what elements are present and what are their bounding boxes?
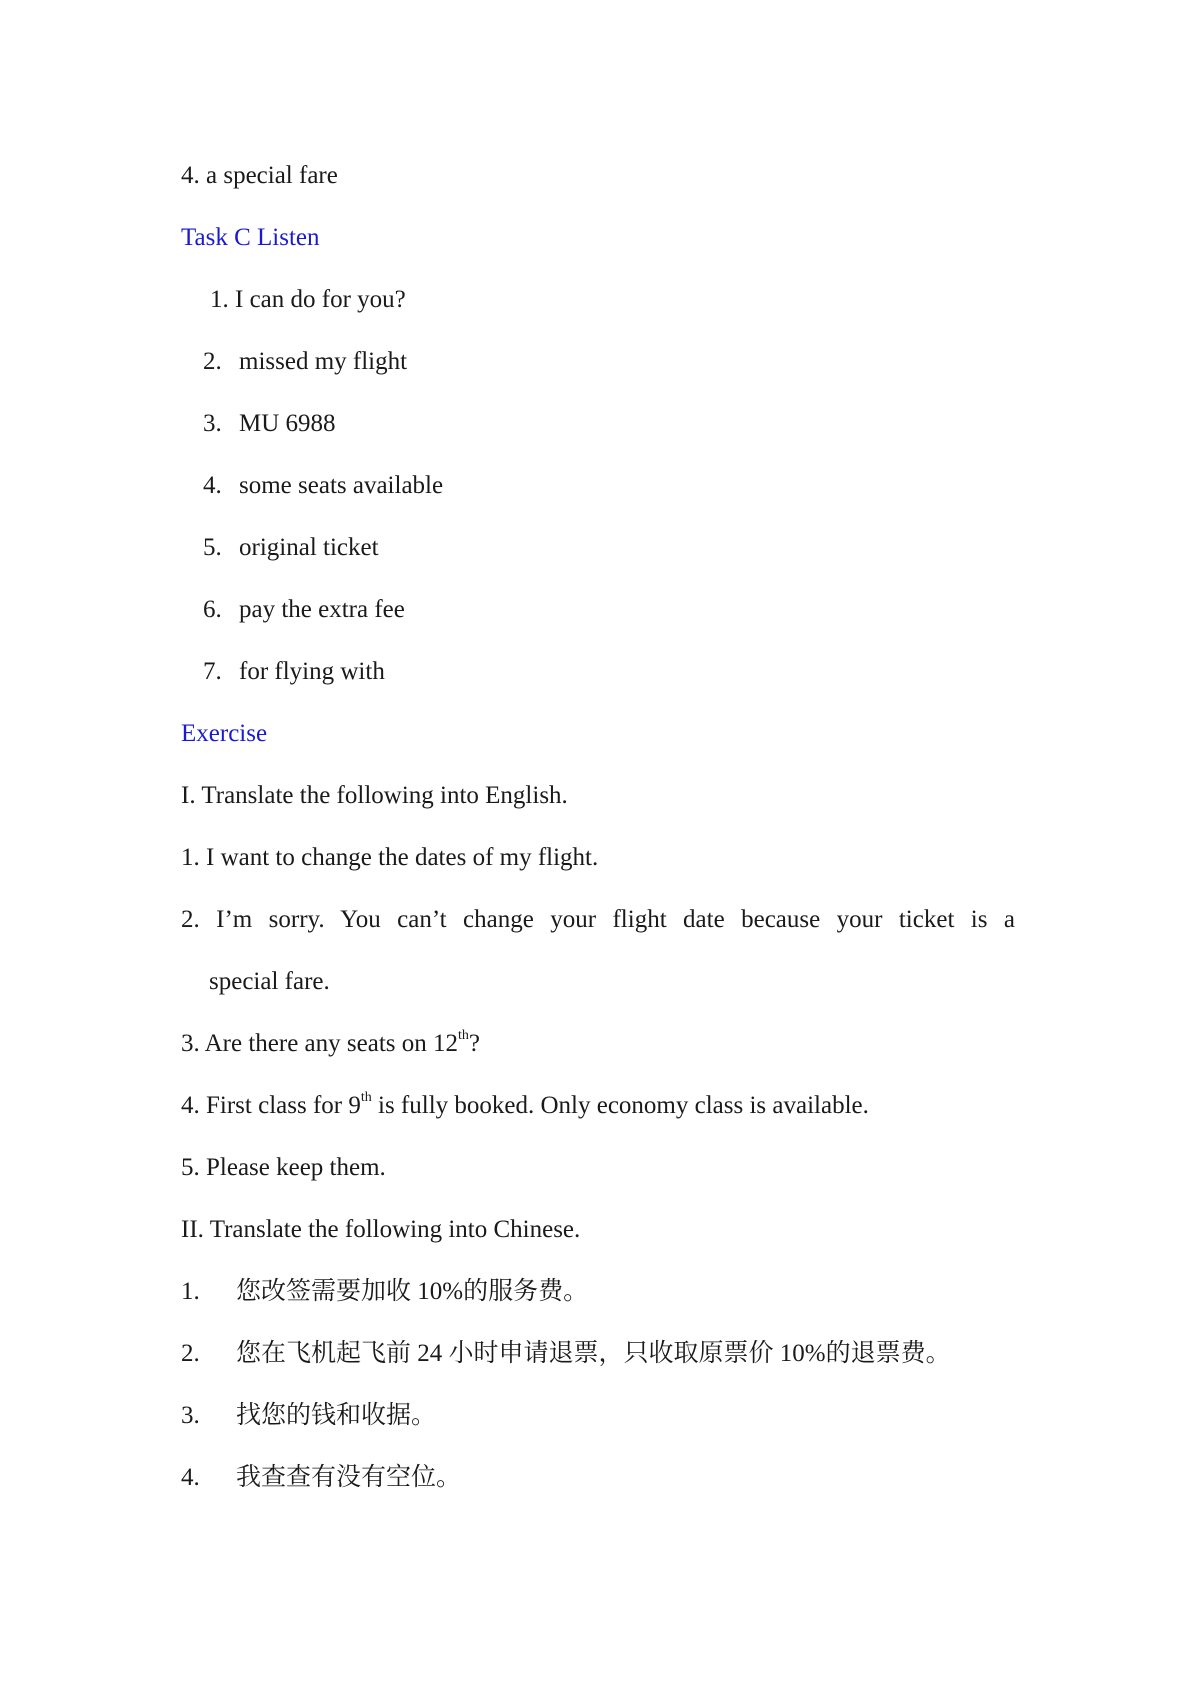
item-number: 4. (181, 1464, 200, 1491)
item-number: 2. (203, 348, 222, 375)
task-c-item-1: 1. I can do for you? (210, 286, 406, 313)
task-c-item-5 (203, 532, 379, 564)
item-number: 4. (181, 162, 200, 189)
ordinal-suffix: th (458, 1027, 469, 1043)
part-1-item-2-line-2: special fare. (209, 968, 330, 995)
part-1-item-5: 5. Please keep them. (181, 1154, 386, 1181)
part-1-title: I. Translate the following into English. (181, 782, 568, 809)
item-number: 3. (203, 410, 222, 437)
item-text: a special fare (206, 162, 338, 189)
task-c-item-2 (203, 346, 407, 378)
item-number: 3. (181, 1402, 200, 1429)
item-text: 您改签需要加收 10%的服务费。 (236, 1278, 589, 1305)
part-1-item-1: 1. I want to change the dates of my flight. (181, 844, 599, 871)
item-text: 找您的钱和收据。 (236, 1402, 437, 1429)
item-text: 我查查有没有空位。 (236, 1464, 462, 1491)
item-text: for flying with (239, 658, 385, 685)
part-1-item-4 (181, 1090, 869, 1122)
item-text: missed my flight (239, 348, 408, 375)
part-1-item-3 (181, 1028, 480, 1060)
item-text: original ticket (239, 534, 379, 561)
item-number: 4. (203, 472, 222, 499)
item-number: 2. (181, 1340, 200, 1367)
item-number: 6. (203, 596, 222, 623)
item-number: 7. (203, 658, 222, 685)
part-1-item-2-line-1: 2. I’m sorry. You can’t change your flight date because your ticket is a (181, 906, 1015, 933)
item-text-end: is fully booked. Only economy class is available. (371, 1092, 869, 1119)
part-2-item-4 (181, 1462, 461, 1494)
ordinal-suffix: th (360, 1089, 372, 1105)
item-text: 您在飞机起飞前 24 小时申请退票，只收取原票价 10%的退票费。 (236, 1340, 951, 1367)
part-2-item-3 (181, 1400, 436, 1432)
item-number: 5. (203, 534, 222, 561)
item-text: 4. First class for 9 (181, 1092, 361, 1119)
item-text: 3. Are there any seats on 12 (181, 1030, 459, 1057)
task-c-item-6 (203, 594, 405, 626)
task-c-item-3 (203, 408, 336, 440)
task-c-item-7 (203, 656, 385, 688)
task-c-heading: Task C Listen (181, 224, 320, 251)
part-2-title: II. Translate the following into Chinese. (181, 1216, 581, 1243)
item-text: MU 6988 (239, 410, 336, 437)
item-text-end: ? (468, 1030, 481, 1057)
item-text: some seats available (239, 472, 444, 499)
item-text: pay the extra fee (239, 596, 405, 623)
answer-4-a-special-fare (181, 160, 338, 192)
exercise-heading: Exercise (181, 720, 268, 747)
part-2-item-2 (181, 1338, 951, 1370)
task-c-item-4 (203, 470, 443, 502)
item-number: 1. (181, 1278, 200, 1305)
part-2-item-1 (181, 1276, 588, 1308)
